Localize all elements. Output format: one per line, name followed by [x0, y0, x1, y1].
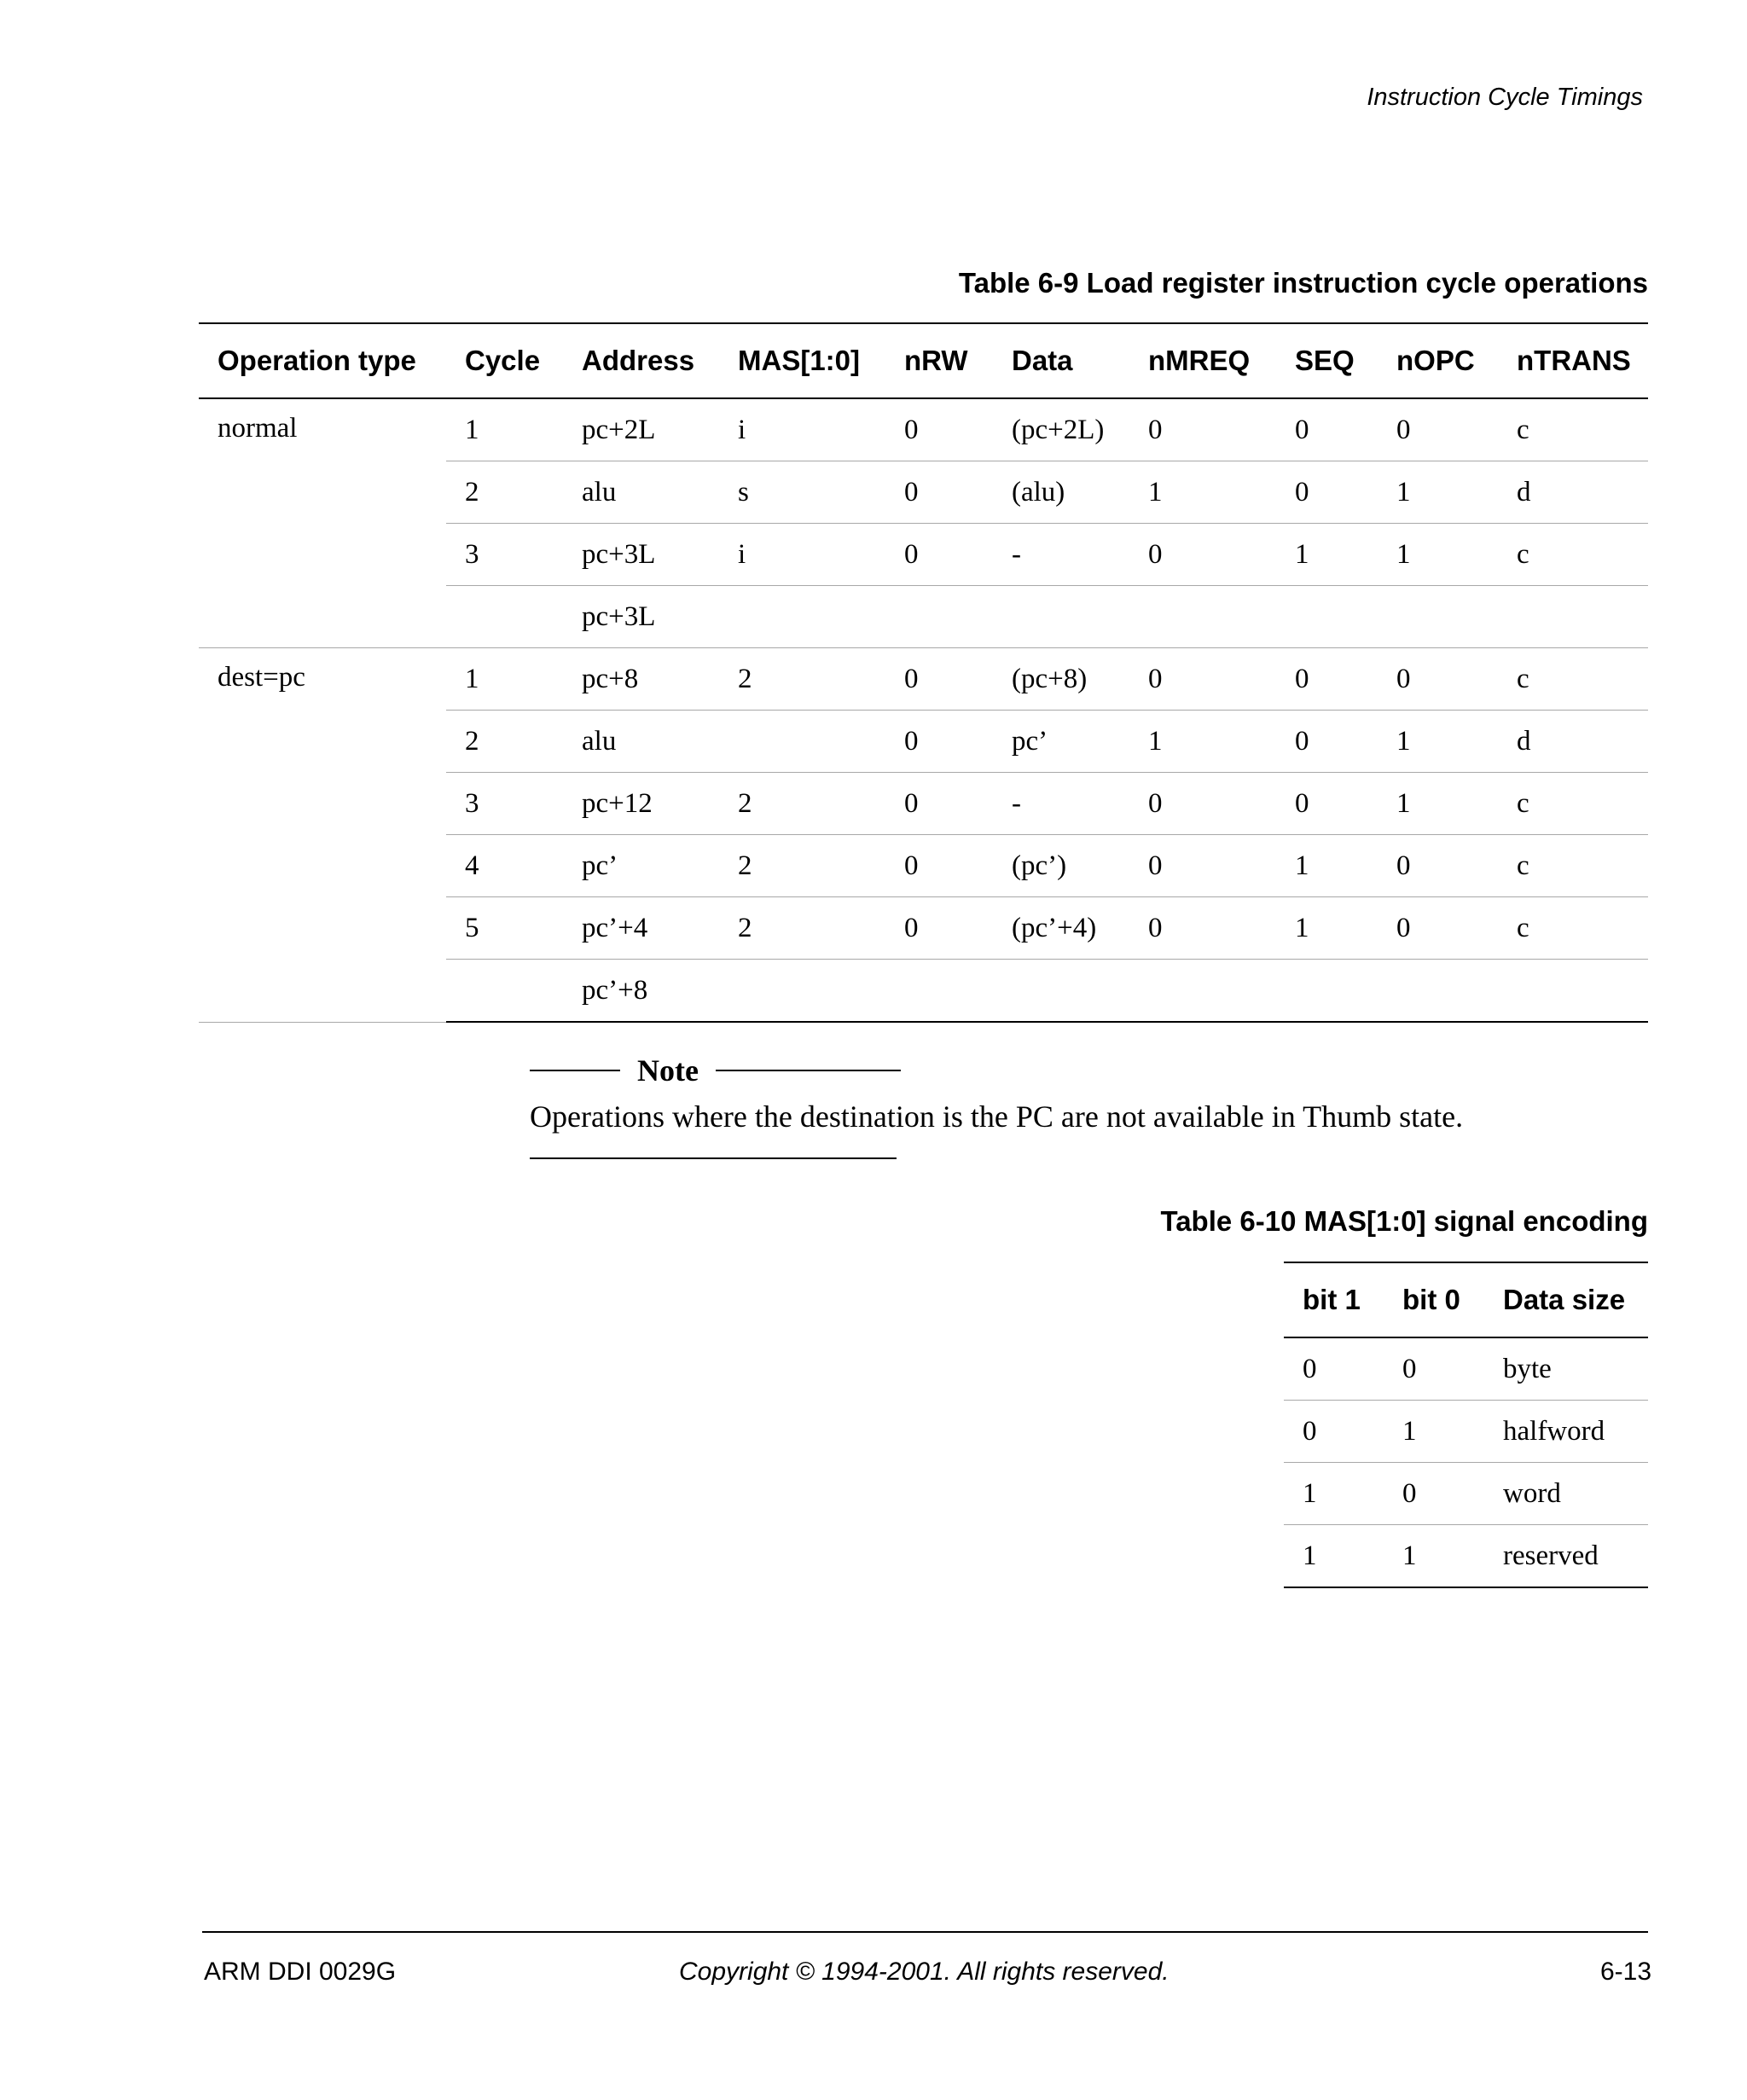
table-6-9-caption: Table 6-9 Load register instruction cycle operations: [958, 267, 1648, 299]
table-cell: [1129, 586, 1276, 648]
table-cell: 0: [1129, 648, 1276, 711]
table-cell: 0: [1378, 835, 1498, 897]
table-row: [199, 648, 1648, 711]
table-cell: [993, 960, 1129, 1023]
table-cell: 0: [885, 835, 993, 897]
table-cell: 1: [1384, 1401, 1484, 1463]
table-row: [1284, 1337, 1648, 1401]
table-cell: [885, 586, 993, 648]
table-cell: 1: [1284, 1525, 1384, 1588]
table-cell: pc+3L: [563, 586, 719, 648]
table-cell: [1378, 960, 1498, 1023]
table-cell: 1: [1378, 461, 1498, 524]
table-header-row: [199, 323, 1648, 398]
table-cell: i: [719, 398, 885, 461]
table-cell: 1: [1129, 461, 1276, 524]
table-cell: [446, 960, 563, 1023]
table-cell: c: [1498, 773, 1648, 835]
note-rule-right: [716, 1070, 901, 1071]
footer-page-number: 6-13: [1599, 1958, 1651, 1986]
note-rule-bottom: [530, 1157, 897, 1159]
table-row: [1284, 1401, 1648, 1463]
note-title: Note: [637, 1053, 699, 1088]
col-header: Data size: [1484, 1262, 1648, 1337]
table-cell: halfword: [1484, 1401, 1648, 1463]
table-cell: 0: [1384, 1337, 1484, 1401]
table-cell: 0: [1378, 398, 1498, 461]
table-cell: i: [719, 524, 885, 586]
table-cell: alu: [563, 711, 719, 773]
table-cell: [1378, 586, 1498, 648]
table-cell: word: [1484, 1463, 1648, 1525]
table-cell: 1: [1276, 524, 1378, 586]
table-body: [199, 398, 1648, 1022]
table-cell: [1498, 586, 1648, 648]
table-cell: 0: [1384, 1463, 1484, 1525]
col-header: SEQ: [1276, 323, 1378, 398]
table-row: [1284, 1525, 1648, 1588]
table-cell: [993, 586, 1129, 648]
table-cell: 2: [719, 773, 885, 835]
table-cell: 0: [885, 648, 993, 711]
table-cell: reserved: [1484, 1525, 1648, 1588]
table-cell: 0: [1284, 1401, 1384, 1463]
table-cell: pc’: [993, 711, 1129, 773]
table-cell: 2: [719, 835, 885, 897]
table-header-row: [1284, 1262, 1648, 1337]
table-cell: [1498, 960, 1648, 1023]
table-cell: 0: [1378, 897, 1498, 960]
col-header: nMREQ: [1129, 323, 1276, 398]
table-cell: 1: [446, 648, 563, 711]
table-cell: 0: [1129, 897, 1276, 960]
table-cell: 0: [1276, 648, 1378, 711]
table-cell: 3: [446, 524, 563, 586]
table-cell: 1: [1129, 711, 1276, 773]
table-cell: 3: [446, 773, 563, 835]
table-cell: c: [1498, 524, 1648, 586]
col-header: nRW: [885, 323, 993, 398]
col-header: Address: [563, 323, 719, 398]
table-cell: (pc+8): [993, 648, 1129, 711]
table-cell: 1: [446, 398, 563, 461]
table-cell: c: [1498, 897, 1648, 960]
table-cell: [1276, 586, 1378, 648]
col-header: nOPC: [1378, 323, 1498, 398]
col-header: bit 0: [1384, 1262, 1484, 1337]
table-cell: alu: [563, 461, 719, 524]
table-cell: pc+3L: [563, 524, 719, 586]
table-cell: 0: [1284, 1337, 1384, 1401]
table-cell: [1276, 960, 1378, 1023]
col-header: nTRANS: [1498, 323, 1648, 398]
footer-rule: [202, 1931, 1648, 1933]
table-cell: [719, 586, 885, 648]
operation-type-cell: dest=pc: [199, 648, 446, 1023]
table-cell: pc’: [563, 835, 719, 897]
table-cell: 0: [1129, 398, 1276, 461]
table-cell: d: [1498, 711, 1648, 773]
table-cell: 4: [446, 835, 563, 897]
table-cell: [1129, 960, 1276, 1023]
table-cell: 1: [1276, 835, 1378, 897]
table-cell: 1: [1378, 524, 1498, 586]
table-cell: c: [1498, 835, 1648, 897]
table-cell: 0: [1378, 648, 1498, 711]
table-cell: 0: [1276, 773, 1378, 835]
table-cell: 0: [885, 398, 993, 461]
table-cell: 2: [446, 461, 563, 524]
col-header: bit 1: [1284, 1262, 1384, 1337]
table-cell: [446, 586, 563, 648]
table-cell: 1: [1276, 897, 1378, 960]
table-cell: 0: [1276, 461, 1378, 524]
note-text: Operations where the destination is the PC are not available in Thumb state.: [530, 1099, 1464, 1134]
table-cell: (pc’): [993, 835, 1129, 897]
col-header: MAS[1:0]: [719, 323, 885, 398]
table-cell: (alu): [993, 461, 1129, 524]
table-cell: 0: [1129, 835, 1276, 897]
table-cell: [719, 711, 885, 773]
table-cell: pc+8: [563, 648, 719, 711]
note-rule-left: [530, 1070, 620, 1071]
table-cell: 1: [1378, 773, 1498, 835]
table-cell: [719, 960, 885, 1023]
col-header: Cycle: [446, 323, 563, 398]
footer-copyright: Copyright © 1994-2001. All rights reserved.: [679, 1958, 1170, 1986]
table-cell: 2: [446, 711, 563, 773]
mas-signal-encoding-table: [1284, 1262, 1648, 1588]
table-cell: 5: [446, 897, 563, 960]
table-cell: 0: [885, 897, 993, 960]
table-cell: 0: [1129, 524, 1276, 586]
table-cell: c: [1498, 648, 1648, 711]
table-cell: 0: [1129, 773, 1276, 835]
col-header: Operation type: [199, 323, 446, 398]
table-cell: (pc’+4): [993, 897, 1129, 960]
table-cell: (pc+2L): [993, 398, 1129, 461]
table-cell: 0: [1276, 398, 1378, 461]
table-cell: [885, 960, 993, 1023]
footer-doc-id: ARM DDI 0029G: [204, 1958, 397, 1986]
load-register-cycle-table: [199, 322, 1648, 1023]
operation-type-cell: normal: [199, 398, 446, 648]
table-cell: pc+2L: [563, 398, 719, 461]
running-header: Instruction Cycle Timings: [1367, 84, 1643, 111]
table-cell: 2: [719, 648, 885, 711]
table-cell: 1: [1384, 1525, 1484, 1588]
table-cell: 0: [885, 711, 993, 773]
table-6-10-caption: Table 6-10 MAS[1:0] signal encoding: [1160, 1205, 1648, 1237]
table-cell: -: [993, 773, 1129, 835]
table-cell: 0: [885, 773, 993, 835]
table-cell: 0: [1276, 711, 1378, 773]
table-cell: d: [1498, 461, 1648, 524]
table-cell: 1: [1378, 711, 1498, 773]
col-header: Data: [993, 323, 1129, 398]
table-cell: pc’+8: [563, 960, 719, 1023]
table-cell: c: [1498, 398, 1648, 461]
table-cell: pc+12: [563, 773, 719, 835]
table-cell: byte: [1484, 1337, 1648, 1401]
table-body: [1284, 1337, 1648, 1587]
table-cell: s: [719, 461, 885, 524]
table-cell: 2: [719, 897, 885, 960]
table-row: [1284, 1463, 1648, 1525]
table-cell: 0: [885, 461, 993, 524]
table-cell: 1: [1284, 1463, 1384, 1525]
note-box: [530, 1047, 1463, 1159]
table-row: [199, 398, 1648, 461]
table-cell: -: [993, 524, 1129, 586]
table-cell: pc’+4: [563, 897, 719, 960]
table-cell: 0: [885, 524, 993, 586]
